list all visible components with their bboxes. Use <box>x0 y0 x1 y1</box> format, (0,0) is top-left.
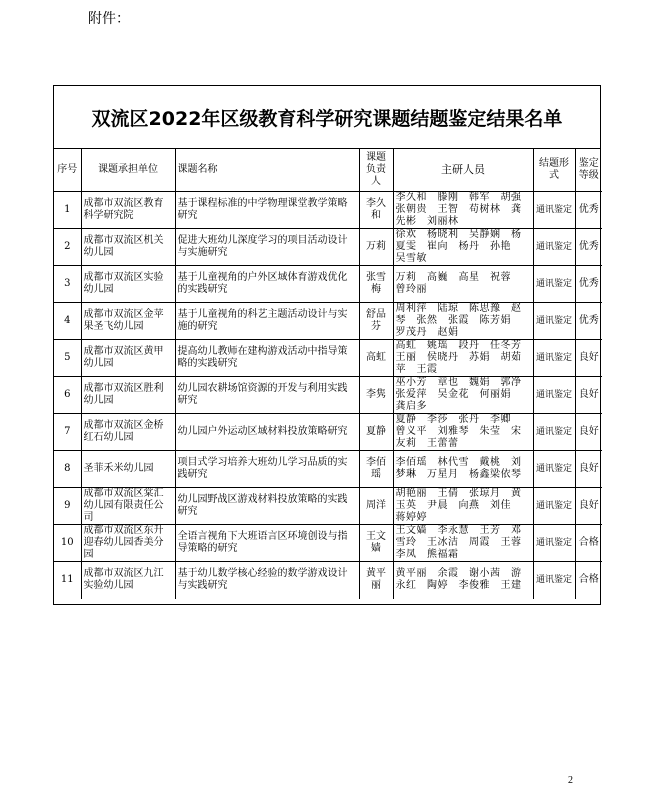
col-header-topic: 课题名称 <box>175 149 359 192</box>
row-no: 2 <box>54 229 81 266</box>
row-grade: 优秀 <box>575 229 602 266</box>
row-no: 3 <box>54 266 81 303</box>
table-row <box>54 451 602 488</box>
col-header-leader: 课题负责人 <box>359 149 393 192</box>
col-header-form: 结题形式 <box>533 149 575 192</box>
table-header-row <box>54 149 602 192</box>
row-unit: 成都市双流区实验幼儿园 <box>81 266 175 303</box>
row-unit: 成都市双流区胜利幼儿园 <box>81 377 175 414</box>
row-grade: 良好 <box>575 377 602 414</box>
row-grade: 良好 <box>575 340 602 377</box>
row-grade: 合格 <box>575 525 602 562</box>
row-leader: 夏静 <box>359 414 393 451</box>
row-leader: 李隽 <box>359 377 393 414</box>
row-leader: 万莉 <box>359 229 393 266</box>
row-members: 胡艳丽 王倩 张琼月 黄玉英 尹晨 向燕 刘佳 蒋婷婷 <box>393 488 533 525</box>
row-leader: 周洋 <box>359 488 393 525</box>
table-row <box>54 340 602 377</box>
row-grade: 优秀 <box>575 266 602 303</box>
row-topic: 项目式学习培养大班幼儿学习品质的实践研究 <box>175 451 359 488</box>
table-row <box>54 562 602 599</box>
row-topic: 基于幼儿数学核心经验的数学游戏设计与实践研究 <box>175 562 359 599</box>
row-grade: 良好 <box>575 451 602 488</box>
row-grade: 合格 <box>575 562 602 599</box>
row-form: 通讯鉴定 <box>533 340 575 377</box>
page-number: 2 <box>568 775 573 786</box>
row-no: 11 <box>54 562 81 599</box>
row-members: 李久和 滕刚 韩军 胡强 张朝贵 王智 苟树林 龚先彬 刘丽林 <box>393 192 533 229</box>
row-no: 1 <box>54 192 81 229</box>
col-header-unit: 课题承担单位 <box>81 149 175 192</box>
col-header-grade: 鉴定等级 <box>575 149 602 192</box>
table-body <box>54 192 602 599</box>
row-unit: 成都市双流区金苹果圣飞幼儿园 <box>81 303 175 340</box>
row-topic: 全语言视角下大班语言区环境创设与指导策略的研究 <box>175 525 359 562</box>
row-members: 巫小芳 章也 魏娟 郭净 张爱萍 吴金花 何丽娟 龚启多 <box>393 377 533 414</box>
row-form: 通讯鉴定 <box>533 451 575 488</box>
row-grade: 优秀 <box>575 192 602 229</box>
row-topic: 基于儿童视角的科艺主题活动设计与实施的研究 <box>175 303 359 340</box>
row-leader: 张雪梅 <box>359 266 393 303</box>
row-leader: 李久和 <box>359 192 393 229</box>
table-row <box>54 377 602 414</box>
table-row <box>54 414 602 451</box>
row-members: 徐欢 杨晓利 吴静娴 杨夏雯 崔向 杨丹 孙艳 吴雪敏 <box>393 229 533 266</box>
row-topic: 幼儿园野战区游戏材料投放策略的实践研究 <box>175 488 359 525</box>
row-no: 10 <box>54 525 81 562</box>
row-form: 通讯鉴定 <box>533 303 575 340</box>
row-grade: 优秀 <box>575 303 602 340</box>
row-members: 万莉 高巍 高星 祝蓉 曾玲丽 <box>393 266 533 303</box>
table-row <box>54 488 602 525</box>
row-unit: 成都市双流区九江实验幼儿园 <box>81 562 175 599</box>
row-leader: 李佰瑶 <box>359 451 393 488</box>
row-members: 李佰瑶 林代雪 戴桃 刘梦琳 万星月 杨鑫梁依琴 <box>393 451 533 488</box>
col-header-no: 序号 <box>54 149 81 192</box>
table-row <box>54 192 602 229</box>
row-unit: 成都市双流区教育科学研究院 <box>81 192 175 229</box>
row-form: 通讯鉴定 <box>533 377 575 414</box>
row-no: 6 <box>54 377 81 414</box>
row-leader: 高虹 <box>359 340 393 377</box>
row-members: 王文嫱 李永慧 王芳 邓雪玲 王冰洁 周霞 王蓉 李凤 熊福霜 <box>393 525 533 562</box>
row-form: 通讯鉴定 <box>533 192 575 229</box>
row-leader: 王文嫱 <box>359 525 393 562</box>
row-members: 高虹 姚瑶 段丹 任冬芳 王丽 侯晓丹 苏娟 胡茹苹 王霞 <box>393 340 533 377</box>
row-members: 夏静 李莎 张丹 李卿 曾义平 刘雅琴 朱莹 宋友莉 王蕾蕾 <box>393 414 533 451</box>
row-form: 通讯鉴定 <box>533 488 575 525</box>
table-row <box>54 525 602 562</box>
row-no: 7 <box>54 414 81 451</box>
row-topic: 促进大班幼儿深度学习的项目活动设计与实施研究 <box>175 229 359 266</box>
row-unit: 成都市双流区东升迎春幼儿园香美分园 <box>81 525 175 562</box>
row-no: 9 <box>54 488 81 525</box>
row-topic: 基于课程标准的中学物理课堂教学策略研究 <box>175 192 359 229</box>
row-unit: 成都市双流区金桥红石幼儿园 <box>81 414 175 451</box>
row-members: 周利萍 陆琼 陈思豫 赵琴 张然 张霞 陈芳娟 罗茂丹 赵娟 <box>393 303 533 340</box>
row-grade: 良好 <box>575 414 602 451</box>
row-no: 5 <box>54 340 81 377</box>
row-unit: 成都市双流区黄甲幼儿园 <box>81 340 175 377</box>
row-topic: 幼儿园户外运动区域材料投放策略研究 <box>175 414 359 451</box>
row-form: 通讯鉴定 <box>533 266 575 303</box>
attachment-label: 附件： <box>88 11 130 27</box>
results-table <box>54 149 602 599</box>
row-form: 通讯鉴定 <box>533 229 575 266</box>
row-form: 通讯鉴定 <box>533 414 575 451</box>
row-form: 通讯鉴定 <box>533 525 575 562</box>
row-unit: 成都市双流区棠汇幼儿园有限责任公司 <box>81 488 175 525</box>
row-form: 通讯鉴定 <box>533 562 575 599</box>
table-row <box>54 266 602 303</box>
row-grade: 良好 <box>575 488 602 525</box>
table-title: 双流区2022年区级教育科学研究课题结题鉴定结果名单 <box>54 86 600 149</box>
row-no: 8 <box>54 451 81 488</box>
row-leader: 舒品芬 <box>359 303 393 340</box>
row-unit: 成都市双流区机关幼儿园 <box>81 229 175 266</box>
row-no: 4 <box>54 303 81 340</box>
row-members: 黄平丽 余霞 谢小茜 游永红 陶婷 李俊雅 王建 <box>393 562 533 599</box>
table-row <box>54 229 602 266</box>
row-leader: 黄平丽 <box>359 562 393 599</box>
col-header-members: 主研人员 <box>393 149 533 192</box>
row-topic: 幼儿园农耕场馆资源的开发与利用实践研究 <box>175 377 359 414</box>
table-row <box>54 303 602 340</box>
row-topic: 基于儿童视角的户外区域体育游戏优化的实践研究 <box>175 266 359 303</box>
row-topic: 提高幼儿教师在建构游戏活动中指导策略的实践研究 <box>175 340 359 377</box>
results-table-container <box>53 85 601 605</box>
row-unit: 圣菲禾米幼儿园 <box>81 451 175 488</box>
